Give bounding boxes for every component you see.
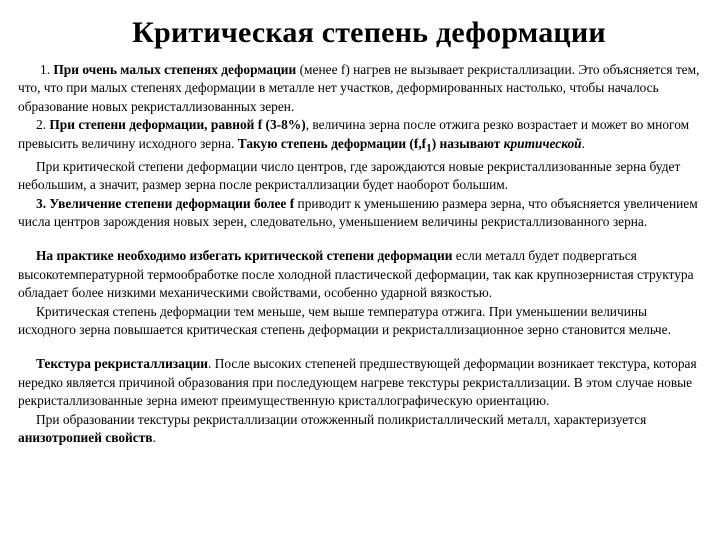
spacer bbox=[18, 339, 708, 355]
item-number: 2. bbox=[36, 117, 50, 133]
paragraph-text: При образовании текстуры рекристаллизации отожженный поликристаллический металл, характеризуется bbox=[36, 411, 647, 427]
paragraph-text: если металл будет подвергаться высокотемпературной термообработке после холодной пластической деформации, так как крупнозернистая структура обладает более низкими механическими свойствами, особенно ударной вязкостью. bbox=[18, 248, 694, 301]
bold-phrase: Текстура рекристаллизации bbox=[36, 356, 209, 372]
bold-phrase: При очень малых степенях деформации bbox=[53, 62, 297, 77]
paragraph-annealing-temperature: Критическая степень деформации тем меньше, чем выше температура отжига. При уменьшении величины исходного зерна повышается критическая степень деформации и рекристаллизационное зерно становится мельче. bbox=[18, 303, 671, 337]
item-number: 1. bbox=[40, 62, 54, 77]
bold-phrase: При степени деформации, равной f (3-8%) bbox=[49, 117, 306, 133]
bold-phrase: На практике необходимо избегать критической степени деформации bbox=[36, 248, 453, 264]
bold-phrase: 3. Увеличение степени деформации более f bbox=[36, 195, 295, 211]
paragraph-texture bbox=[18, 355, 708, 410]
paragraph-critical-degree: 2. При степени деформации, равной f (3-8%), величина зерна после отжига резко возрастает и может во многом превысить величину исходного зерна. Такую степень деформации $(f,f_1)$ называют критической. bbox=[18, 117, 690, 155]
paragraph-increase-deformation bbox=[18, 195, 708, 232]
bold-phrase-definition: Такую степень деформации $(f,f_1)$ называют критической bbox=[237, 135, 582, 155]
paragraph-anisotropy: При образовании текстуры рекристаллизации отожженный поликристаллический металл, характеризуется анизотропией свойств. bbox=[18, 411, 647, 445]
paragraph-text: , величина зерна после отжига резко возрастает и может во многом превысить величину исходного зерна. bbox=[18, 117, 690, 151]
italic-term: критической bbox=[503, 135, 582, 151]
paragraph-text: (менее f) нагрев не вызывает рекристаллизации. Это объясняется тем, что, что при малых степенях деформации в металле нет участков, деформированных настолько, чтобы началось образование новых рекристаллизованных зерен. bbox=[18, 62, 700, 114]
bold-phrase: анизотропией свойств bbox=[18, 429, 153, 445]
slide-title: Критическая степень деформации bbox=[132, 16, 606, 49]
paragraph-text: . После высоких степеней предшествующей деформации возникает текстура, которая нередко является причиной образования при последующем нагреве текстуры рекристаллизации. В этом случае новые рекристаллизованные зерна имеют преимущественную кристаллографическую ориентацию. bbox=[18, 356, 697, 409]
paragraph-practice bbox=[18, 247, 708, 302]
paragraph-text: приводит к уменьшению размера зерна, что объясняется увеличением числа центров зарождения новых зерен, следовательно, уменьшением величины рекристаллизованного зерна. bbox=[18, 195, 698, 229]
spacer bbox=[18, 231, 708, 247]
paragraph-grain-size: При критической степени деформации число центров, где зарождаются новые рекристаллизованные зерна будет небольшим, а значит, размер зерна после рекристаллизации будет наоборот большим. bbox=[18, 158, 681, 193]
paragraph-small-deformation bbox=[18, 61, 708, 116]
subscript: 1 bbox=[426, 142, 432, 155]
slide-body bbox=[18, 61, 708, 447]
